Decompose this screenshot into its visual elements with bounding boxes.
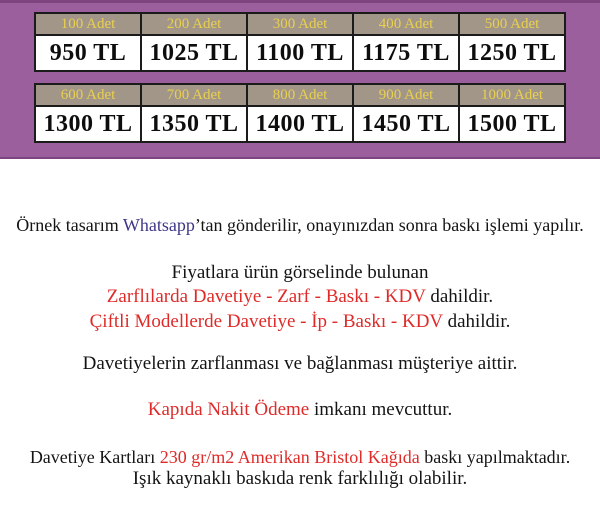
price-cell: 1175 TL xyxy=(353,35,459,71)
qty-header-cell: 1000 Adet xyxy=(459,84,565,106)
whatsapp-text: Whatsapp xyxy=(122,215,195,235)
note-envelope-included xyxy=(0,284,600,310)
qty-header-cell: 900 Adet xyxy=(353,84,459,106)
price-cell: 1250 TL xyxy=(459,35,565,71)
price-cell: 950 TL xyxy=(35,35,141,71)
price-cell: 1300 TL xyxy=(35,106,141,142)
note-segment: Çiftli Modellerde Davetiye - İp - Baskı - KDV xyxy=(89,311,443,332)
qty-header-cell: 800 Adet xyxy=(247,84,353,106)
note-segment: Kapıda Nakit Ödeme xyxy=(147,399,310,420)
note-segment: Örnek tasarım xyxy=(16,215,123,235)
price-panel xyxy=(0,0,600,159)
note-color-difference xyxy=(0,466,600,492)
price-table-1 xyxy=(34,12,566,72)
price-cell: 1025 TL xyxy=(141,35,247,71)
note-segment: imkanı mevcuttur. xyxy=(309,399,453,420)
note-prices-intro xyxy=(0,260,600,286)
note-segment: baskı yapılmaktadır. xyxy=(419,447,571,467)
qty-header-cell: 300 Adet xyxy=(247,13,353,35)
qty-header-cell: 200 Adet xyxy=(141,13,247,35)
note-double-included xyxy=(0,309,600,335)
note-customer-duty xyxy=(0,351,600,377)
note-segment: Zarflılarda Davetiye - Zarf - Baskı - KDV xyxy=(106,286,426,307)
qty-header-cell: 600 Adet xyxy=(35,84,141,106)
price-cell: 1400 TL xyxy=(247,106,353,142)
note-sample-design xyxy=(0,212,600,238)
qty-header-cell: 400 Adet xyxy=(353,13,459,35)
note-cash-on-delivery xyxy=(0,397,600,423)
note-segment: Davetiye Kartları xyxy=(29,447,160,467)
note-segment: 230 gr/m2 Amerikan Bristol Kağıda xyxy=(159,447,420,467)
note-segment: Fiyatlara ürün görselinde bulunan xyxy=(171,262,429,283)
qty-header-cell: 500 Adet xyxy=(459,13,565,35)
note-segment: Işık kaynaklı baskıda renk farklılığı olabilir. xyxy=(132,468,468,489)
note-segment: Davetiyelerin zarflanması ve bağlanması müşteriye aittir. xyxy=(82,353,518,374)
note-segment: dahildir. xyxy=(442,311,511,332)
note-segment: ’tan gönderilir, onayınızdan sonra baskı işlemi yapılır. xyxy=(194,215,584,235)
price-table-2 xyxy=(34,83,566,143)
price-cell: 1500 TL xyxy=(459,106,565,142)
note-segment: dahildir. xyxy=(425,286,494,307)
qty-header-cell: 100 Adet xyxy=(35,13,141,35)
price-cell: 1450 TL xyxy=(353,106,459,142)
price-cell: 1100 TL xyxy=(247,35,353,71)
price-cell: 1350 TL xyxy=(141,106,247,142)
qty-header-cell: 700 Adet xyxy=(141,84,247,106)
